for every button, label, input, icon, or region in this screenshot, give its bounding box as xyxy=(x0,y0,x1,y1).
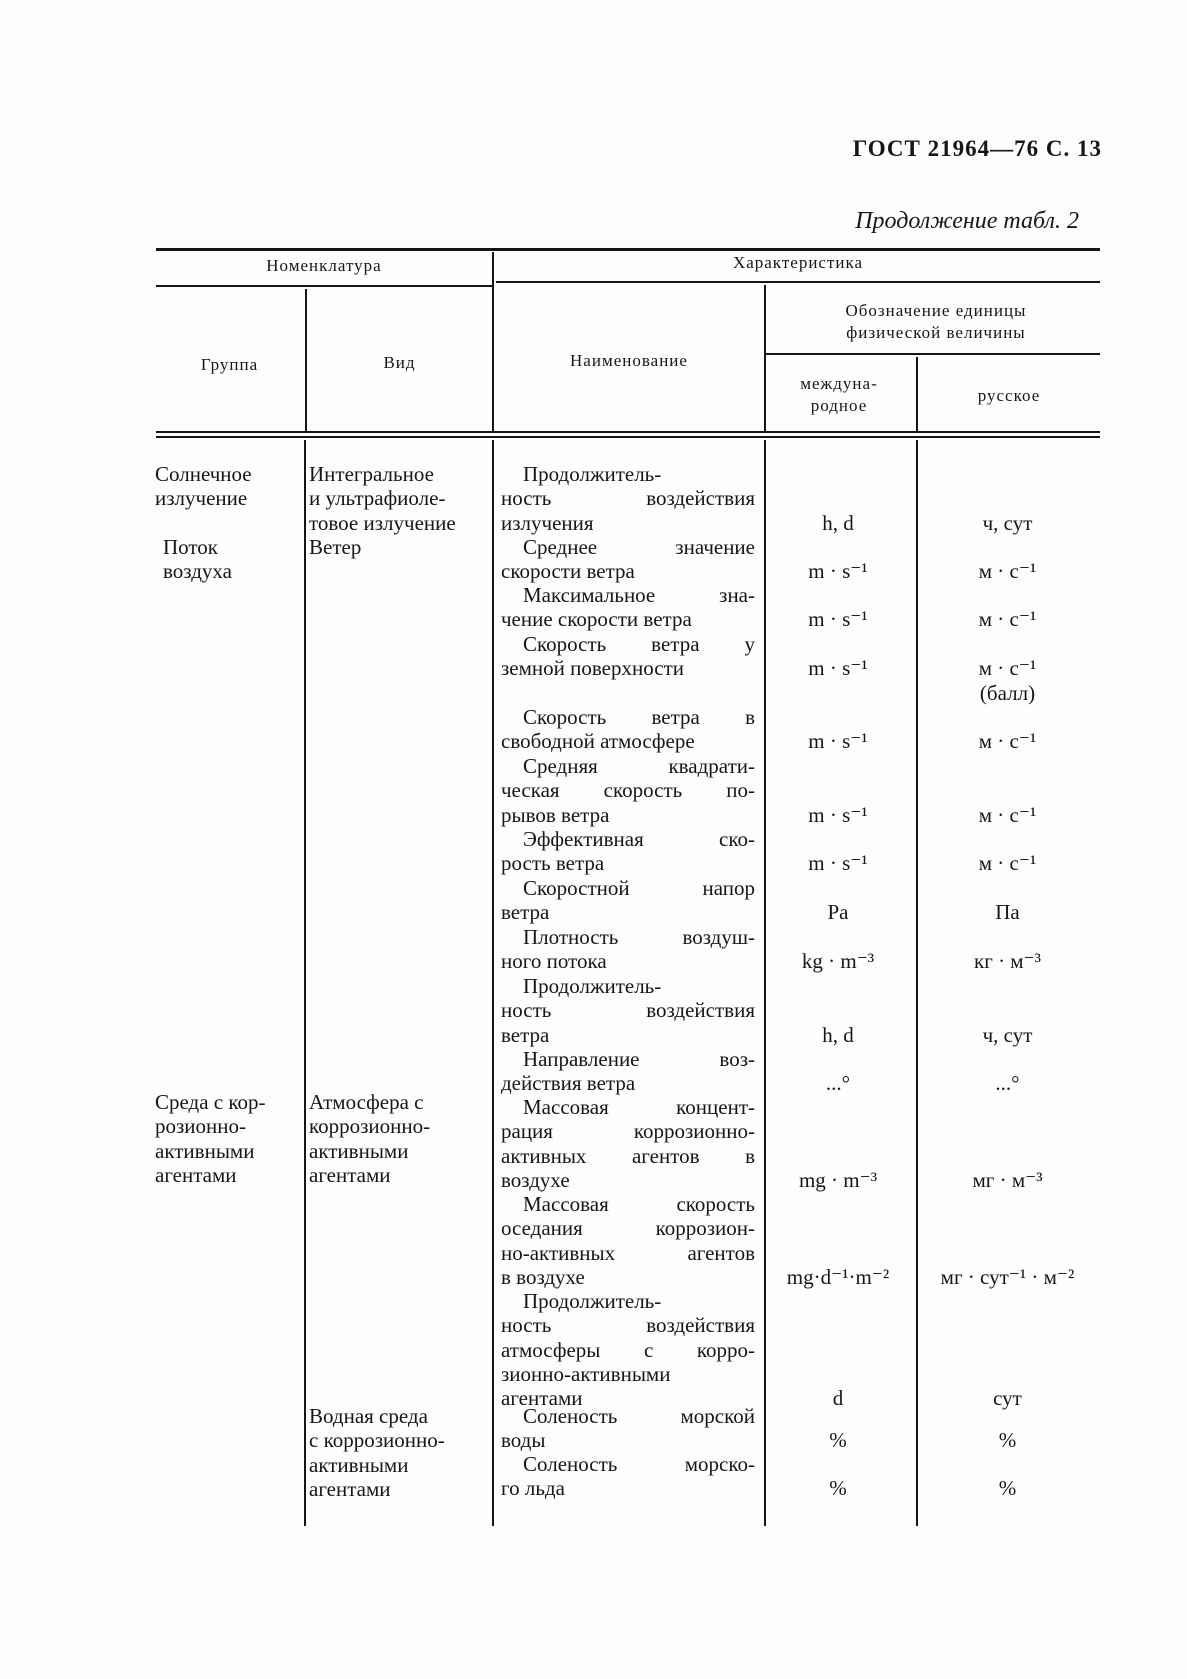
group-line: Среда с кор- xyxy=(155,1090,266,1114)
body-divider-rus xyxy=(916,440,918,1526)
row-name xyxy=(501,462,755,535)
unit-russian: мг · м⁻³ xyxy=(972,1167,1043,1192)
kind-cell xyxy=(309,462,456,535)
row-name xyxy=(501,925,755,974)
column-divider-name xyxy=(492,252,494,431)
unit-international: h, d xyxy=(822,510,854,535)
header-nomenclature: Номенклатура xyxy=(266,256,382,275)
row-name-line: Скорость ветра у xyxy=(523,632,755,656)
kind-line: товое излучение xyxy=(309,510,456,535)
row-name-line: действия ветра xyxy=(501,1071,636,1096)
header-unit-designation: Обозначение единицы физической величины xyxy=(845,301,1027,342)
document-reference: ГОСТ 21964—76 С. 13 xyxy=(852,136,1102,161)
unit-international: mg·d⁻¹·m⁻² xyxy=(786,1264,890,1289)
row-name-line: Плотность воздуш- xyxy=(523,925,755,949)
row-name xyxy=(501,827,755,876)
kind-cell xyxy=(309,1404,445,1501)
header-bottom-rule-2 xyxy=(156,436,1100,438)
unit-international: m · s⁻¹ xyxy=(808,656,868,681)
row-name-line: воды xyxy=(501,1428,546,1453)
group-line: агентами xyxy=(155,1162,237,1187)
row-name-line: ность воздействия xyxy=(501,998,755,1023)
kind-line: с коррозионно- xyxy=(309,1428,445,1453)
row-name-line: Массовая концент- xyxy=(523,1095,755,1119)
unit-russian: сут xyxy=(993,1386,1022,1411)
row-name-line: чение скорости ветра xyxy=(501,607,692,632)
row-name-line: свободной атмосфере xyxy=(501,729,695,754)
row-name xyxy=(501,1192,755,1289)
row-name-line: Соленость морской xyxy=(523,1404,755,1428)
row-name-line: агентами xyxy=(501,1386,583,1411)
table-continuation-caption: Продолжение табл. 2 xyxy=(855,208,1079,234)
kind-cell xyxy=(309,535,361,559)
row-name-line: воздухе xyxy=(501,1167,570,1192)
unit-russian: % xyxy=(998,1476,1017,1501)
header-group: Группа xyxy=(200,355,259,374)
kind-cell xyxy=(309,1090,430,1187)
row-name-line: атмосферы с корро- xyxy=(501,1337,755,1362)
unit-russian: м · с⁻¹ xyxy=(978,656,1037,681)
row-name xyxy=(501,876,755,925)
header-russian: русское xyxy=(977,386,1041,405)
column-divider-intl xyxy=(764,285,766,431)
unit-international: h, d xyxy=(822,1022,854,1047)
row-name-line: излучения xyxy=(501,510,594,535)
characteristic-underline xyxy=(496,281,1100,283)
row-name-line: в воздухе xyxy=(501,1264,585,1289)
unit-international: ...° xyxy=(825,1071,851,1096)
row-name-line: Скоростной напор xyxy=(523,876,755,900)
group-line: Поток xyxy=(163,535,218,559)
unit-international: m · s⁻¹ xyxy=(808,802,868,827)
row-name-line: скорости ветра xyxy=(501,559,635,584)
unit-international: m · s⁻¹ xyxy=(808,607,868,632)
row-name-line: ность воздействия xyxy=(501,1313,755,1338)
row-name xyxy=(501,1095,755,1192)
unit-international: m · s⁻¹ xyxy=(808,851,868,876)
row-name-line: Эффективная ско- xyxy=(523,827,755,851)
unit-russian: кг · м⁻³ xyxy=(974,949,1041,974)
row-name-line: ность воздействия xyxy=(501,486,755,511)
row-name xyxy=(501,583,755,632)
row-name-line: Среднее значение xyxy=(523,535,755,559)
body-divider-intl xyxy=(764,440,766,1526)
group-cell xyxy=(155,462,252,511)
unit-russian: м · с⁻¹ xyxy=(978,802,1037,827)
kind-line: и ультрафиоле- xyxy=(309,486,446,511)
group-line: Солнечное xyxy=(155,462,252,486)
row-name-line: Максимальное зна- xyxy=(523,583,755,607)
row-name-line: Направление воз- xyxy=(523,1047,755,1071)
row-name-line: Массовая скорость xyxy=(523,1192,755,1216)
body-divider-kind xyxy=(304,440,306,1526)
row-name-line: ветра xyxy=(501,900,550,925)
row-name-line: ветра xyxy=(501,1022,550,1047)
unit-russian-note: (балл) xyxy=(979,680,1036,705)
group-line: активными xyxy=(155,1138,255,1163)
unit-russian: м · с⁻¹ xyxy=(978,729,1037,754)
header-international: междуна-родное xyxy=(800,374,878,415)
kind-line: Интегральное xyxy=(309,462,434,486)
unit-international: d xyxy=(832,1386,844,1411)
row-name xyxy=(501,974,755,1047)
unit-russian: м · с⁻¹ xyxy=(978,851,1037,876)
unit-designation-underline xyxy=(766,353,1100,355)
row-name-line: Продолжитель- xyxy=(523,974,662,998)
row-name xyxy=(501,754,755,827)
header-kind: Вид xyxy=(383,353,416,372)
unit-russian: Па xyxy=(995,900,1020,925)
row-name-line: го льда xyxy=(501,1476,565,1501)
row-name-line: Скорость ветра в xyxy=(523,705,755,729)
unit-russian: мг · сут⁻¹ · м⁻² xyxy=(940,1264,1075,1289)
row-name-line: Продолжитель- xyxy=(523,462,662,486)
row-name xyxy=(501,1289,755,1410)
row-name xyxy=(501,535,755,584)
row-name-line: но-активных агентов xyxy=(501,1240,755,1265)
row-name-line: активных агентов в xyxy=(501,1143,755,1168)
kind-line: коррозионно- xyxy=(309,1114,431,1139)
row-name-line: оседания коррозион- xyxy=(501,1216,755,1241)
row-name-line: зионно-активными xyxy=(501,1361,671,1386)
unit-russian: м · с⁻¹ xyxy=(978,559,1037,584)
unit-international: m · s⁻¹ xyxy=(808,729,868,754)
row-name xyxy=(501,1452,755,1501)
kind-line: Водная среда xyxy=(309,1404,428,1428)
body-divider-name xyxy=(492,440,494,1526)
row-name xyxy=(501,705,755,754)
unit-international: % xyxy=(829,1476,847,1501)
unit-russian: % xyxy=(998,1428,1017,1453)
unit-international: m · s⁻¹ xyxy=(808,559,868,584)
row-name-line: рывов ветра xyxy=(501,802,610,827)
unit-russian: м · с⁻¹ xyxy=(978,607,1037,632)
kind-line: Атмосфера с xyxy=(309,1090,424,1114)
kind-line: агентами xyxy=(309,1476,391,1501)
unit-russian: ч, сут xyxy=(982,510,1033,535)
header-characteristic: Характеристика xyxy=(732,253,864,272)
row-name-line: Средняя квадрати- xyxy=(523,754,755,778)
row-name xyxy=(501,632,755,681)
table-top-rule xyxy=(156,248,1100,251)
group-cell xyxy=(163,535,232,584)
row-name-line: рация коррозионно- xyxy=(501,1119,755,1144)
kind-line: агентами xyxy=(309,1162,391,1187)
kind-line: Ветер xyxy=(309,535,362,559)
nomenclature-underline xyxy=(156,285,492,287)
kind-line: активными xyxy=(309,1452,409,1477)
row-name-line: Продолжитель- xyxy=(523,1289,662,1313)
unit-international: Pa xyxy=(827,900,849,925)
unit-international: % xyxy=(829,1428,847,1453)
group-line: розионно- xyxy=(155,1114,247,1139)
unit-russian: ...° xyxy=(995,1071,1020,1096)
row-name-line: Соленость морско- xyxy=(523,1452,755,1476)
unit-international: mg · m⁻³ xyxy=(798,1167,878,1192)
row-name-line: ного потока xyxy=(501,949,607,974)
group-line: излучение xyxy=(155,486,248,511)
row-name-line: рость ветра xyxy=(501,851,605,876)
kind-line: активными xyxy=(309,1138,409,1163)
header-bottom-rule-1 xyxy=(156,431,1100,433)
unit-russian: ч, сут xyxy=(982,1022,1033,1047)
unit-international: kg · m⁻³ xyxy=(801,949,875,974)
group-line: воздуха xyxy=(163,559,232,584)
group-cell xyxy=(155,1090,266,1187)
row-name xyxy=(501,1047,755,1096)
row-name-line: земной поверхности xyxy=(501,656,684,681)
header-name: Наименование xyxy=(570,351,688,370)
row-name xyxy=(501,1404,755,1453)
row-name-line: ческая скорость по- xyxy=(501,778,755,803)
